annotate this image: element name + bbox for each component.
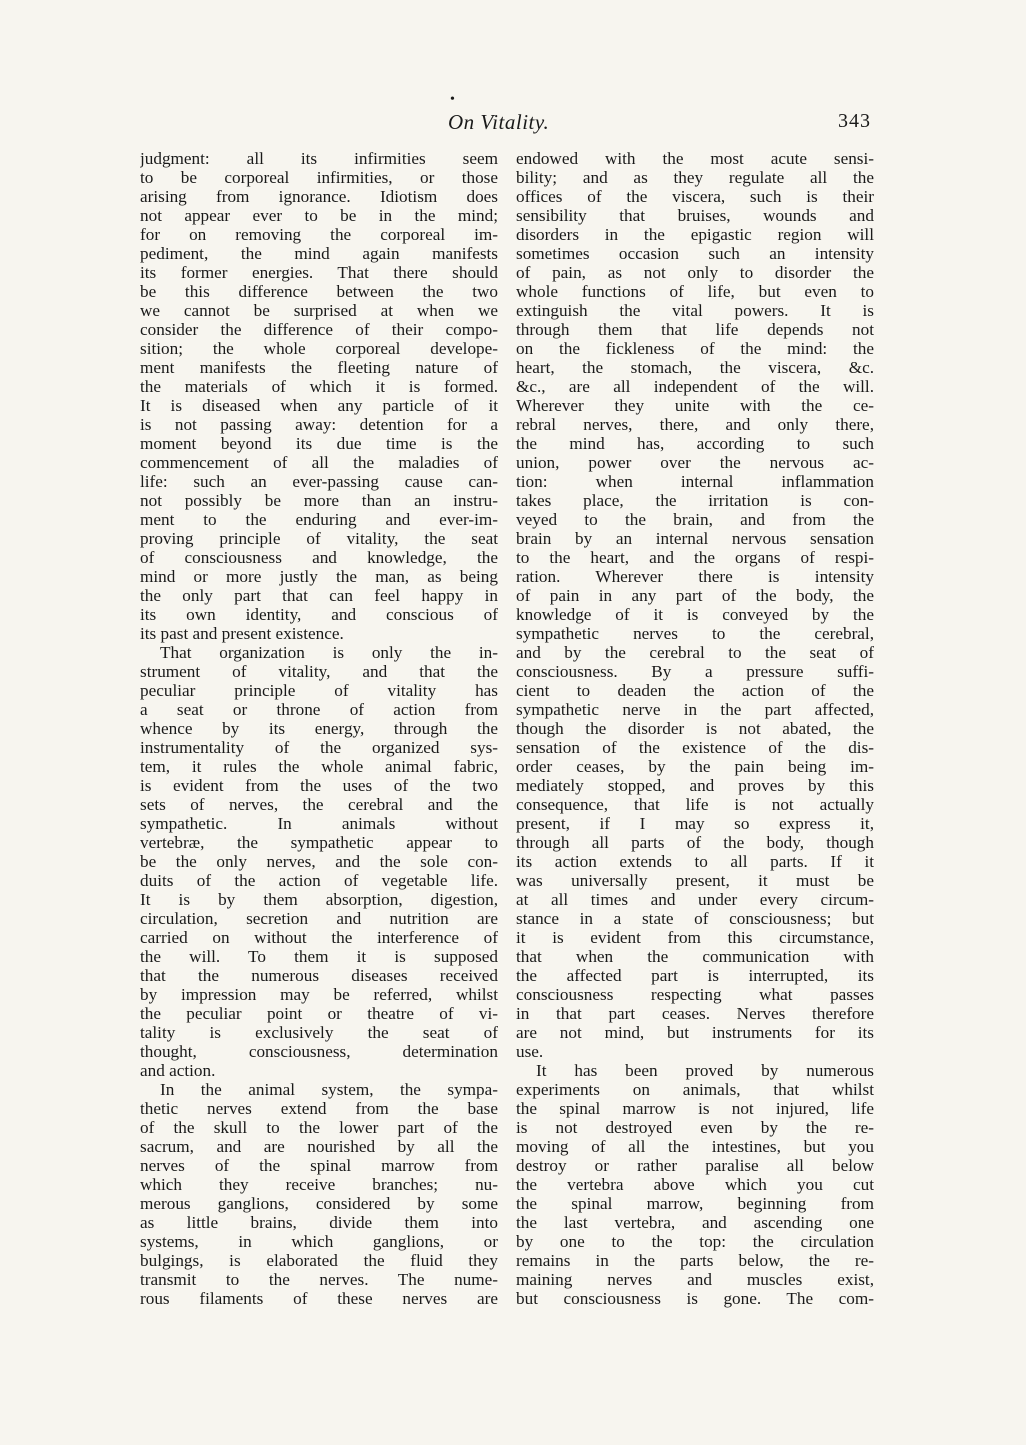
text-line: its former energies. That there should	[140, 263, 498, 282]
text-line: that when the communication with	[516, 947, 874, 966]
text-line: ment manifests the fleeting nature of	[140, 358, 498, 377]
running-header	[0, 92, 1026, 136]
text-line: offices of the viscera, such is their	[516, 187, 874, 206]
text-line: by one to the top: the circulation	[516, 1232, 874, 1251]
text-line: sympathetic. In animals without	[140, 814, 498, 833]
text-line: &c., are all independent of the will.	[516, 377, 874, 396]
text-line: carried on without the interference of	[140, 928, 498, 947]
text-line: It has been proved by numerous	[536, 1061, 874, 1080]
text-line: maining nerves and muscles exist,	[516, 1270, 874, 1289]
text-line: Wherever they unite with the ce-	[516, 396, 874, 415]
text-line: not appear ever to be in the mind;	[140, 206, 498, 225]
text-line: takes place, the irritation is con-	[516, 491, 874, 510]
text-line: are not mind, but instruments for its	[516, 1023, 874, 1042]
running-title: On Vitality.	[448, 110, 550, 134]
text-line: its own identity, and conscious of	[140, 605, 498, 624]
text-line: of consciousness and knowledge, the	[140, 548, 498, 567]
text-line: bulgings, is elaborated the fluid they	[140, 1251, 498, 1270]
text-line: and by the cerebral to the seat of	[516, 643, 874, 662]
text-line: knowledge of it is conveyed by the	[516, 605, 874, 624]
text-line: tion: when internal inflammation	[516, 472, 874, 491]
text-line: ration. Wherever there is intensity	[516, 567, 874, 586]
text-line: peculiar principle of vitality has	[140, 681, 498, 700]
text-line: strument of vitality, and that the	[140, 662, 498, 681]
text-line: destroy or rather paralise all below	[516, 1156, 874, 1175]
text-line: not possibly be more than an instru-	[140, 491, 498, 510]
text-line: merous ganglions, considered by some	[140, 1194, 498, 1213]
text-line: by impression may be referred, whilst	[140, 985, 498, 1004]
text-line: the affected part is interrupted, its	[516, 966, 874, 985]
text-line: but consciousness is gone. The com-	[516, 1289, 874, 1308]
text-line: sympathetic nerve in the part affected,	[516, 700, 874, 719]
text-line: vertebræ, the sympathetic appear to	[140, 833, 498, 852]
text-line: its action extends to all parts. If it	[516, 852, 874, 871]
text-line: through them that life depends not	[516, 320, 874, 339]
text-line: sympathetic nerves to the cerebral,	[516, 624, 874, 643]
text-line: That organization is only the in-	[160, 643, 498, 662]
text-line: the only part that can feel happy in	[140, 586, 498, 605]
text-line: sometimes occasion such an intensity	[516, 244, 874, 263]
header-mark: •	[450, 92, 455, 107]
text-line: arising from ignorance. Idiotism does	[140, 187, 498, 206]
text-line: be the only nerves, and the sole con-	[140, 852, 498, 871]
left-text-column	[140, 149, 498, 1308]
text-line: thought, consciousness, determination	[140, 1042, 498, 1061]
text-line: which they receive branches; nu-	[140, 1175, 498, 1194]
text-line: though the disorder is not abated, the	[516, 719, 874, 738]
text-line: mediately stopped, and proves by this	[516, 776, 874, 795]
text-line: duits of the action of vegetable life.	[140, 871, 498, 890]
text-line: commencement of all the maladies of	[140, 453, 498, 472]
text-line: the mind has, according to such	[516, 434, 874, 453]
text-line: transmit to the nerves. The nume-	[140, 1270, 498, 1289]
text-line: be this difference between the two	[140, 282, 498, 301]
text-line: to the heart, and the organs of respi-	[516, 548, 874, 567]
text-line: life: such an ever-passing cause can-	[140, 472, 498, 491]
text-line: the materials of which it is formed.	[140, 377, 498, 396]
text-line: proving principle of vitality, the seat	[140, 529, 498, 548]
text-line: at all times and under every circum-	[516, 890, 874, 909]
text-line: instrumentality of the organized sys-	[140, 738, 498, 757]
text-line: tem, it rules the whole animal fabric,	[140, 757, 498, 776]
text-line: sensibility that bruises, wounds and	[516, 206, 874, 225]
text-line: circulation, secretion and nutrition are	[140, 909, 498, 928]
text-line: bility; and as they regulate all the	[516, 168, 874, 187]
text-line: that the numerous diseases received	[140, 966, 498, 985]
text-line: rous filaments of these nerves are	[140, 1289, 498, 1308]
text-line: moment beyond its due time is the	[140, 434, 498, 453]
text-line: the last vertebra, and ascending one	[516, 1213, 874, 1232]
text-line: experiments on animals, that whilst	[516, 1080, 874, 1099]
text-line: pediment, the mind again manifests	[140, 244, 498, 263]
text-line: its past and present existence.	[140, 624, 344, 643]
text-line: consider the difference of their compo-	[140, 320, 498, 339]
text-line: to be corporeal infirmities, or those	[140, 168, 498, 187]
text-line: present, if I may so express it,	[516, 814, 874, 833]
text-line: sacrum, and are nourished by all the	[140, 1137, 498, 1156]
text-line: we cannot be surprised at when we	[140, 301, 498, 320]
text-line: and action.	[140, 1061, 216, 1080]
text-line: nerves of the spinal marrow from	[140, 1156, 498, 1175]
text-line: of the skull to the lower part of the	[140, 1118, 498, 1137]
text-line: it is evident from this circumstance,	[516, 928, 874, 947]
text-line: disorders in the epigastic region will	[516, 225, 874, 244]
text-line: is not destroyed even by the re-	[516, 1118, 874, 1137]
text-line: order ceases, by the pain being im-	[516, 757, 874, 776]
text-line: stance in a state of consciousness; but	[516, 909, 874, 928]
text-line: consciousness. By a pressure suffi-	[516, 662, 874, 681]
text-line: as little brains, divide them into	[140, 1213, 498, 1232]
text-line: whence by its energy, through the	[140, 719, 498, 738]
text-line: cient to deaden the action of the	[516, 681, 874, 700]
text-line: sensation of the existence of the dis-	[516, 738, 874, 757]
text-line: was universally present, it must be	[516, 871, 874, 890]
text-line: is not passing away: detention for a	[140, 415, 498, 434]
page-number: 343	[838, 110, 871, 132]
text-line: consequence, that life is not actually	[516, 795, 874, 814]
text-line: of pain, as not only to disorder the	[516, 263, 874, 282]
text-line: on the fickleness of the mind: the	[516, 339, 874, 358]
text-line: It is diseased when any particle of it	[140, 396, 498, 415]
text-line: thetic nerves extend from the base	[140, 1099, 498, 1118]
text-line: extinguish the vital powers. It is	[516, 301, 874, 320]
text-line: a seat or throne of action from	[140, 700, 498, 719]
text-line: the spinal marrow, beginning from	[516, 1194, 874, 1213]
text-line: the vertebra above which you cut	[516, 1175, 874, 1194]
text-line: heart, the stomach, the viscera, &c.	[516, 358, 874, 377]
text-line: is evident from the uses of the two	[140, 776, 498, 795]
text-line: sition; the whole corporeal develope-	[140, 339, 498, 358]
text-line: It is by them absorption, digestion,	[140, 890, 498, 909]
text-line: the will. To them it is supposed	[140, 947, 498, 966]
text-line: use.	[516, 1042, 544, 1061]
text-line: of pain in any part of the body, the	[516, 586, 874, 605]
text-line: sets of nerves, the cerebral and the	[140, 795, 498, 814]
right-text-column	[516, 149, 874, 1308]
text-line: whole functions of life, but even to	[516, 282, 874, 301]
text-line: rebral nerves, there, and only there,	[516, 415, 874, 434]
text-line: through all parts of the body, though	[516, 833, 874, 852]
text-line: systems, in which ganglions, or	[140, 1232, 498, 1251]
text-line: In the animal system, the sympa-	[160, 1080, 498, 1099]
text-line: for on removing the corporeal im-	[140, 225, 498, 244]
text-line: union, power over the nervous ac-	[516, 453, 874, 472]
text-line: the peculiar point or theatre of vi-	[140, 1004, 498, 1023]
text-line: brain by an internal nervous sensation	[516, 529, 874, 548]
text-line: in that part ceases. Nerves therefore	[516, 1004, 874, 1023]
text-line: veyed to the brain, and from the	[516, 510, 874, 529]
text-line: consciousness respecting what passes	[516, 985, 874, 1004]
text-line: moving of all the intestines, but you	[516, 1137, 874, 1156]
text-line: mind or more justly the man, as being	[140, 567, 498, 586]
text-line: remains in the parts below, the re-	[516, 1251, 874, 1270]
text-line: tality is exclusively the seat of	[140, 1023, 498, 1042]
text-line: the spinal marrow is not injured, life	[516, 1099, 874, 1118]
text-line: endowed with the most acute sensi-	[516, 149, 874, 168]
text-line: ment to the enduring and ever-im-	[140, 510, 498, 529]
text-line: judgment: all its infirmities seem	[140, 149, 498, 168]
